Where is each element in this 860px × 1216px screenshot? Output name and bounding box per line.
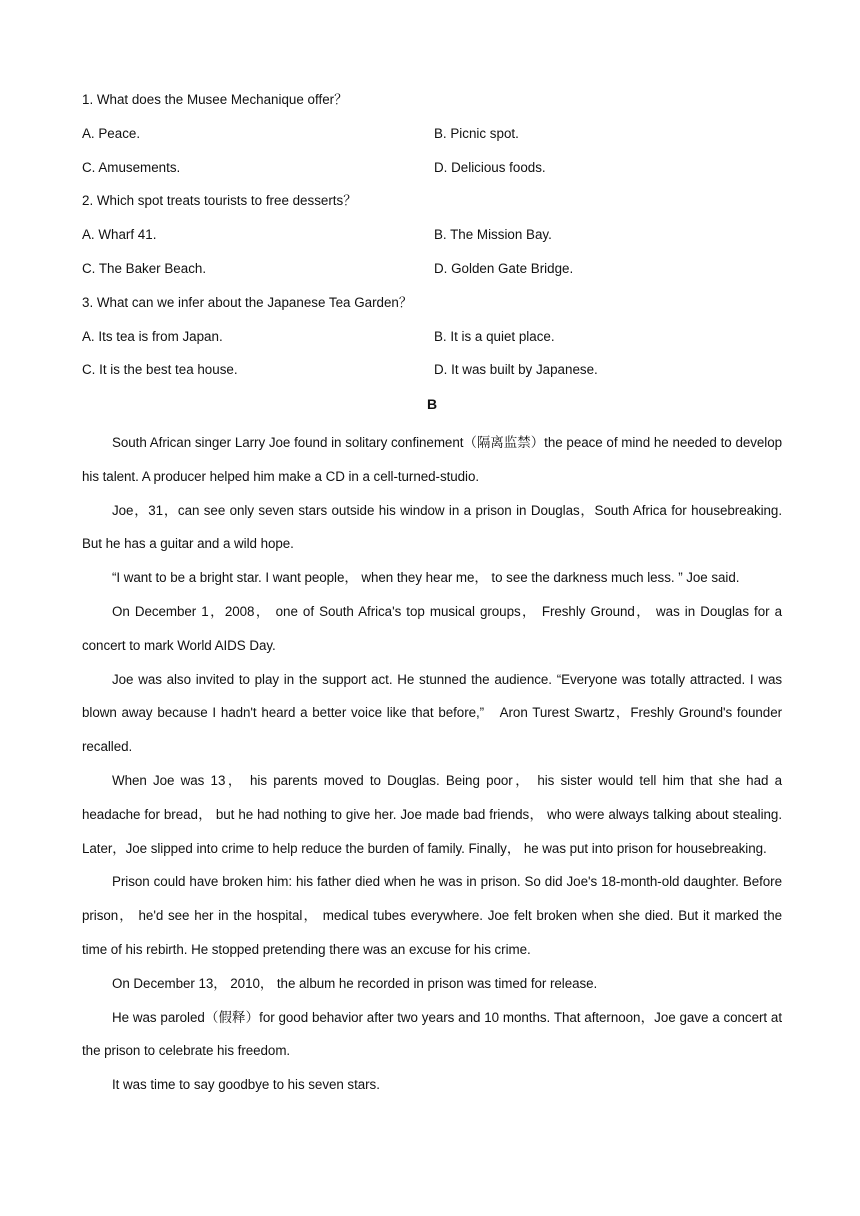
paragraph-8: On December 13， 2010， the album he recorded in prison was timed for release. [112,975,598,991]
section-b-title: B [426,396,438,413]
paragraph-5: Joe was also invited to play in the support act. He stunned the audience. “Everyone was totally attracted. I was blown away because I hadn't heard a better voice like that before,” Aron Turest Swartz，Freshly Ground's founder recalled. [82,671,782,755]
paragraph-4: On December 1，2008， one of South Africa's top musical groups， Freshly Ground， was in Douglas for a concert to mark World AIDS Day. [82,603,782,653]
question-1-option-b: B. Picnic spot. [434,125,519,141]
question-2-stem: 2. Which spot treats tourists to free desserts？ [82,193,357,209]
question-1-options-row-1 [82,122,782,156]
paragraph-9: He was paroled（假释）for good behavior after two years and 10 months. That afternoon，Joe gave a concert at the prison to celebrate his freedom. [82,1009,782,1059]
question-1-option-c: C. Amusements. [82,159,181,175]
document-content [82,88,782,1102]
paragraph-3: “I want to be a bright star. I want people， when they hear me， to see the darkness much less. ” Joe said. [112,570,740,586]
question-2-option-d: D. Golden Gate Bridge. [434,260,574,276]
paragraph-10: It was time to say goodbye to his seven stars. [112,1077,380,1093]
question-2-option-a: A. Wharf 41. [82,227,157,243]
question-1-options-row-2 [82,156,782,190]
question-3-options-row-2 [82,358,782,392]
question-2-option-c: C. The Baker Beach. [82,260,207,276]
question-2-options-row-1 [82,223,782,257]
question-3-option-a: A. Its tea is from Japan. [82,328,223,344]
paragraph-7: Prison could have broken him: his father died when he was in prison. So did Joe's 18-month-old daughter. Before prison， he'd see her in the hospital， medical tubes everywhere. Joe felt broken when she died. But it marked the time of his rebirth. He stopped pretending there was an excuse for his crime. [82,874,782,957]
question-1-option-a: A. Peace. [82,125,141,141]
question-1-option-d: D. Delicious foods. [434,159,546,175]
question-3-option-c: C. It is the best tea house. [82,362,238,378]
question-3-option-b: B. It is a quiet place. [434,328,555,344]
paragraph-6: When Joe was 13， his parents moved to Douglas. Being poor， his sister would tell him that she had a headache for bread， but he had nothing to give her. Joe made bad friends， who were always talking about stealing. Later，Joe slipped into crime to help reduce the burden of family. Finally， he was put into prison for housebreaking. [82,772,782,856]
question-2-option-b: B. The Mission Bay. [434,227,552,243]
question-3-options-row-1 [82,325,782,359]
paragraph-2: Joe，31，can see only seven stars outside his window in a prison in Douglas，South Africa for housebreaking. But he has a guitar and a wild hope. [82,502,782,552]
question-3-stem: 3. What can we infer about the Japanese Tea Garden？ [82,294,413,310]
question-2-options-row-2 [82,257,782,291]
question-1-stem: 1. What does the Musee Mechanique offer？ [82,92,348,107]
paragraph-1: South African singer Larry Joe found in solitary confinement（隔离监禁）the peace of mind he needed to develop his talent. A producer helped him make a CD in a cell-turned-studio. [82,434,782,484]
question-3-option-d: D. It was built by Japanese. [434,362,598,378]
